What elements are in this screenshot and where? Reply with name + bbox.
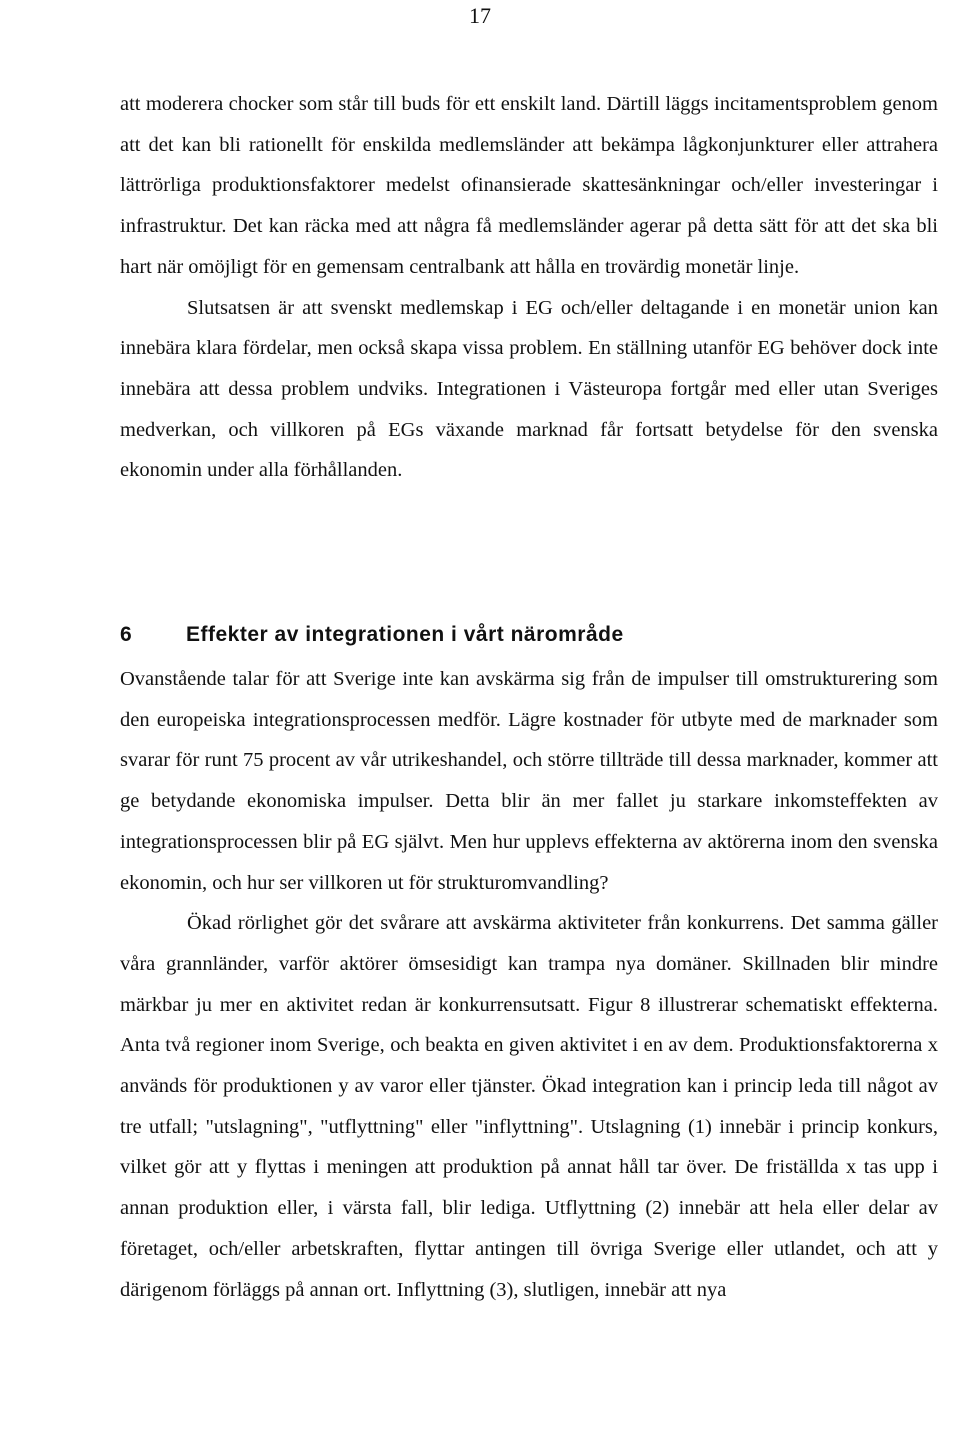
section-6-text xyxy=(120,659,938,1310)
paragraph: Ökad rörlighet gör det svårare att avskärma aktiviteter från konkurrens. Det samma gäller våra grannländer, varför aktörer ömsesidigt kan trampa nya domäner. Skillnaden blir mindre märkbar ju mer en aktivitet redan är konkurrensutsatt. Figur 8 illustrerar schematiskt effekterna. Anta två regioner inom Sverige, och beakta en given aktivitet i en av dem. Produktionsfaktorerna x används för produktionen y av varor eller tjänster. Ökad integration kan i princip leda till något av tre utfall; "utslagning", "utflyttning" eller "inflyttning". Utslagning (1) innebär i princip konkurs, vilket gör att y flyttas i meningen att produktion på annat håll tar över. De friställda x tas upp i annan produktion eller, i värsta fall, blir lediga. Utflyttning (2) innebär att hela eller delar av företaget, och/eller arbetskraften, flyttar antingen till övriga Sverige eller utlandet, och att y därigenom förläggs på annan ort. Inflyttning (3), slutligen, innebär att nya xyxy=(120,912,938,1301)
section-title: Effekter av integrationen i vårt närområde xyxy=(186,623,624,646)
section-number: 6 xyxy=(120,623,133,646)
section-5-text xyxy=(120,84,938,491)
section-heading xyxy=(120,615,938,655)
paragraph: Ovanstående talar för att Sverige inte kan avskärma sig från de impulser till omstrukturering som den europeiska integrationsprocessen medför. Lägre kostnader för utbyte med de marknader som svarar för runt 75 procent av vår utrikeshandel, och större tillträde till dessa marknader, kommer att ge betydande ekonomiska impulser. Detta blir än mer fallet ju starkare inkomsteffekten av integrationsprocessen blir på EG självt. Men hur upplevs effekterna av aktörerna inom den svenska ekonomin, och hur ser villkoren ut för strukturomvandling? xyxy=(120,668,938,894)
paragraph: att moderera chocker som står till buds för ett enskilt land. Därtill läggs incitamentsproblem genom att det kan bli rationellt för enskilda medlemsländer att bekämpa lågkonjunkturer eller attrahera lättrörliga produktionsfaktorer medelst ofinansierade skattesänkningar och/eller investeringar i infrastruktur. Det kan räcka med att några få medlemsländer agerar på detta sätt för att det ska bli hart när omöjligt för en gemensam centralbank att hålla en trovärdig monetär linje. xyxy=(120,93,938,278)
paragraph: Slutsatsen är att svenskt medlemskap i EG och/eller deltagande i en monetär union kan innebära klara fördelar, men också skapa vissa problem. En ställning utanför EG behöver dock inte innebära att dessa problem undviks. Integrationen i Västeuropa fortgår med eller utan Sveriges medverkan, och villkoren på EGs växande marknad får fortsatt betydelse för den svenska ekonomin under alla förhållanden. xyxy=(120,296,938,482)
page-number: 17 xyxy=(469,3,491,28)
